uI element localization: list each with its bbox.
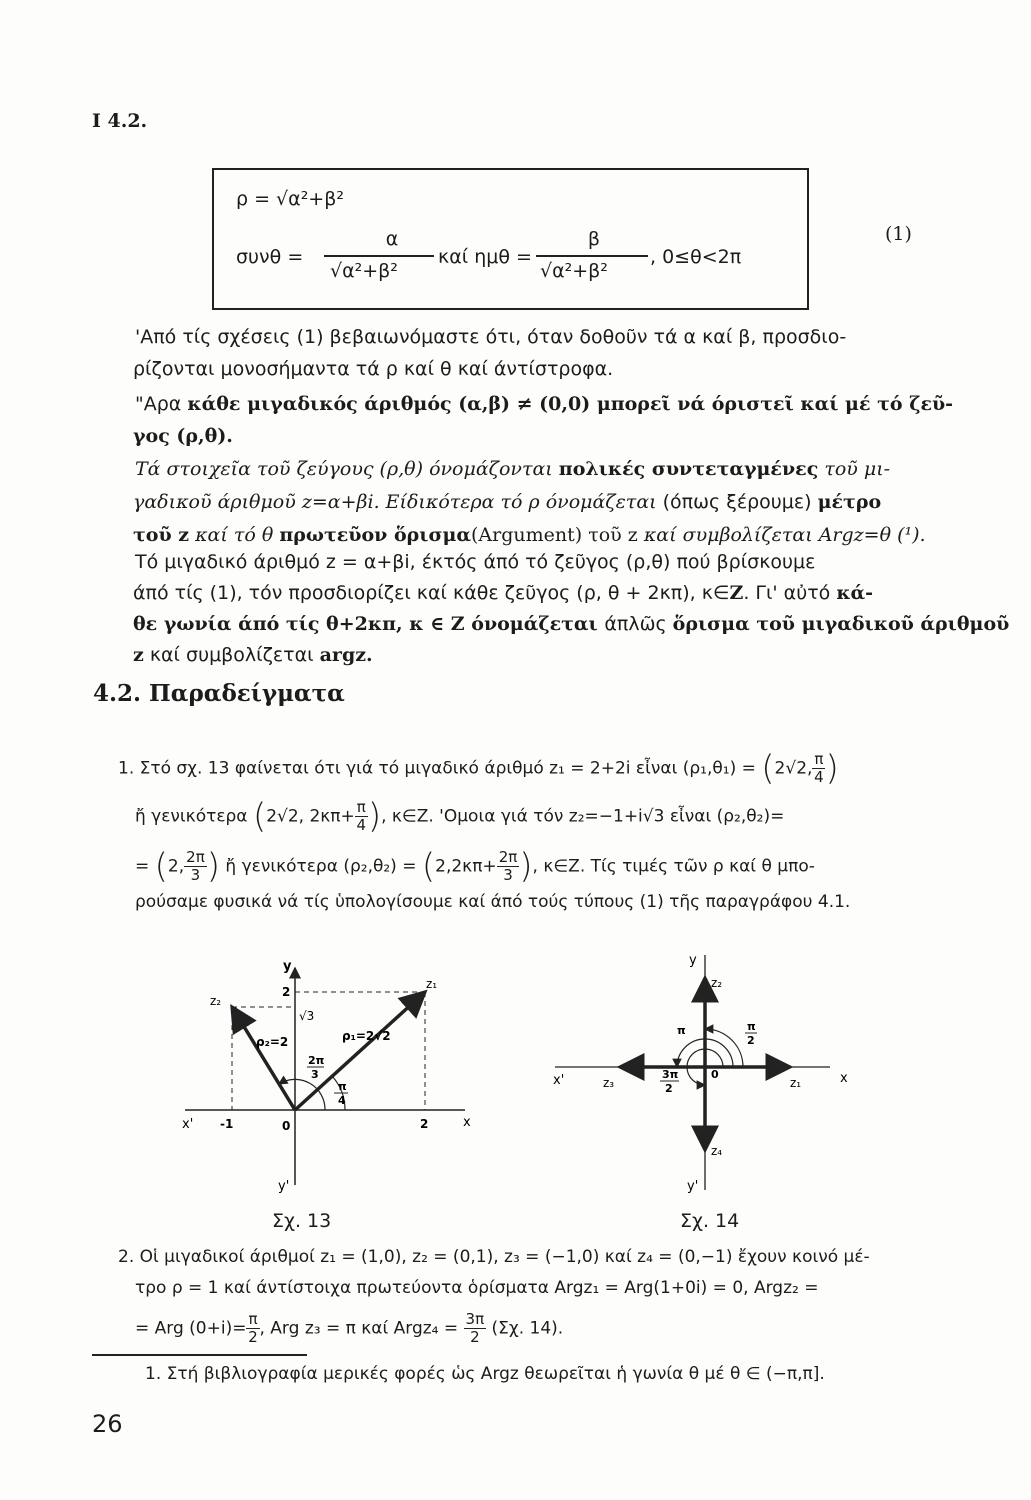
text-run: (όπως ξέρουμε) — [662, 491, 818, 513]
paren-close: ) — [825, 748, 839, 789]
text-run: , κ∈Z. 'Ομοια γιά τόν z₂=−1+i√3 εἶναι (ρ₂,θ₂)= — [381, 806, 785, 827]
formula-range: , 0≤θ<2π — [650, 246, 742, 268]
italic-text: Τά στοιχεῖα τοῦ ζεύγους (ρ,θ) όνομάζονται — [135, 458, 559, 480]
italic-text: γαδικοῦ άριθμοῦ z=α+βi. Είδικότερα τό ρ όνομάζεται — [133, 491, 663, 513]
tick-2-x: 2 — [420, 1117, 429, 1131]
paren-open: ( — [252, 796, 267, 837]
rho2-label: ρ₂=2 — [256, 1035, 289, 1049]
figure-14-caption: Σχ. 14 — [680, 1210, 740, 1232]
fraction-numerator: 2π — [498, 848, 518, 866]
figure-13-svg — [170, 950, 500, 1210]
text-line — [133, 576, 873, 610]
angle-pi2-num: π — [747, 1020, 756, 1033]
angle-pi2-den: 2 — [747, 1034, 755, 1047]
text-run: 1. Στό σχ. 13 φαίνεται ότι γιά τό μιγαδικό άριθμό z₁ = 2+2i εἶναι (ρ₁,θ₁) = — [118, 758, 756, 779]
bold-text: argz. — [319, 644, 373, 666]
vector-z2 — [232, 1007, 295, 1110]
angle-3pi2-num: 3π — [662, 1068, 679, 1081]
angle-3pi2-den: 2 — [665, 1082, 673, 1095]
origin-label: 0 — [282, 1119, 291, 1133]
rho1-label: ρ₁=2√2 — [342, 1029, 391, 1043]
example-1-line-1 — [118, 748, 839, 789]
text-run: ἤ γενικότερα — [135, 806, 248, 827]
fraction — [464, 1312, 487, 1345]
paren-open: ( — [154, 846, 168, 887]
equation-number: (1) — [885, 223, 912, 245]
fraction-denominator: 3 — [190, 866, 201, 884]
origin-label: 0 — [711, 1068, 719, 1081]
bold-text: πολικές συντεταγμένες — [558, 458, 819, 480]
x-neg-axis-label: x' — [553, 1073, 565, 1088]
y-axis-label: y — [283, 959, 292, 974]
footnote-rule — [92, 1354, 307, 1356]
bold-text: θε γωνία άπό τίς θ+2κπ, κ ∈ Z όνομάζεται — [133, 613, 605, 635]
text-run: 2√2, — [774, 758, 813, 779]
tick-sqrt3: √3 — [299, 1009, 315, 1023]
fraction — [184, 850, 207, 883]
x-axis-label: x — [463, 1115, 471, 1130]
tick-neg1: -1 — [220, 1117, 234, 1131]
example-2-line-2: τρο ρ = 1 καί άντίστοιχα πρωτεύοντα ὁρίσματα Argz₁ = Arg(1+0i) = 0, Argz₂ = — [135, 1278, 819, 1298]
fraction-numerator: 3π — [465, 1310, 485, 1328]
formula-connector: καί ημθ = — [438, 246, 532, 268]
text-run: ἤ γενικότερα (ρ₂,θ₂) = — [225, 856, 417, 877]
fraction-denominator: 2 — [248, 1328, 258, 1346]
bold-text: πρωτεῦον ὅρισμα — [279, 524, 472, 546]
example-1-line-2 — [135, 796, 785, 837]
text-line — [135, 452, 890, 486]
italic-text: καί συμβολίζεται Argz=θ (¹). — [637, 524, 926, 546]
x-axis-label: x — [840, 1071, 848, 1086]
paren-close: ) — [367, 796, 382, 837]
fraction-numerator: 2π — [186, 848, 205, 866]
angle-pi4-den: 4 — [338, 1094, 346, 1107]
bold-text: κάθε μιγαδικός άριθμός (α,β) ≠ (0,0) μπορεῖ νά όριστεῖ καί μέ τό ζεῦ- — [187, 393, 954, 415]
text-run: , κ∈Z. Τίς τιμές τῶν ρ καί θ μπο- — [532, 856, 815, 877]
figure-14-svg — [545, 950, 865, 1210]
angle-pi-label: π — [677, 1024, 686, 1037]
formula-cos-fraction-bar — [324, 255, 434, 257]
z2-label: z₂ — [210, 994, 222, 1008]
fraction-denominator: 4 — [814, 768, 824, 786]
tick-2-y: 2 — [282, 985, 291, 999]
angle-2pi3-num: 2π — [308, 1054, 325, 1067]
fraction-denominator: 4 — [356, 816, 367, 834]
bold-text: τοῦ z — [133, 524, 190, 546]
paren-open: ( — [421, 846, 436, 887]
fraction-numerator: π — [814, 750, 824, 768]
text-line — [133, 607, 1009, 641]
formula-cos-lhs: συνθ = — [236, 246, 304, 268]
formula-sin-numerator: β — [587, 228, 601, 250]
paren-close: ) — [206, 846, 220, 887]
fraction-denominator: 2 — [470, 1328, 480, 1346]
z3-label: z₃ — [603, 1076, 615, 1090]
text-run: άπλῶς — [604, 613, 673, 635]
formula-cos-numerator: α — [385, 228, 399, 250]
paren-open: ( — [761, 748, 775, 789]
text-line: Τό μιγαδικό άριθμό z = α+βi, έκτός άπό τό ζεῦγος (ρ,θ) πού βρίσκουμε — [135, 551, 816, 573]
text-run: . Γι' αὐτό — [743, 582, 837, 604]
text-run: 2,2κπ+ — [435, 856, 497, 877]
text-line: ρίζονται μονοσήμαντα τά ρ καί θ καί άντίστροφα. — [133, 358, 614, 380]
text-run: άπό τίς (1), τόν προσδιορίζει καί κάθε ζεῦγος (ρ, θ + 2κπ), κ∈ — [133, 582, 730, 604]
fraction-numerator: π — [356, 798, 366, 816]
angle-2pi3-den: 3 — [311, 1068, 319, 1081]
formula-cos-denominator: √α²+β² — [330, 260, 398, 282]
formula-rho: ρ = √α²+β² — [236, 188, 344, 210]
z2-label: z₂ — [711, 976, 723, 990]
figure-13 — [170, 950, 500, 1210]
formula-box — [212, 168, 809, 310]
bold-text: κά- — [836, 582, 874, 604]
section-reference: I 4.2. — [92, 110, 148, 132]
text-line — [133, 485, 881, 519]
text-run: (Σχ. 14). — [491, 1318, 564, 1339]
example-1-line-3 — [135, 846, 815, 887]
text-line: 'Από τίς σχέσεις (1) βεβαιωνόμαστε ότι, όταν δοθοῦν τά α καί β, προσδιο- — [135, 326, 847, 348]
y-axis-label: y — [689, 953, 697, 968]
fraction — [246, 1312, 259, 1345]
italic-text: καί τό θ — [189, 524, 280, 546]
y-neg-axis-label: y' — [278, 1179, 290, 1194]
text-run: (Argument) τοῦ z — [471, 524, 638, 546]
example-2-line-3 — [135, 1312, 563, 1345]
figure-13-caption: Σχ. 13 — [272, 1210, 332, 1232]
fraction — [497, 850, 520, 883]
figure-14 — [545, 950, 865, 1210]
footnote: 1. Στή βιβλιογραφία μερικές φορές ὡς Argz θεωρεῖται ἡ γωνία θ μέ θ ∈ (−π,π]. — [145, 1364, 825, 1384]
text-line — [133, 638, 373, 672]
bold-text: γος (ρ,θ). — [133, 425, 233, 447]
italic-text: τοῦ μι- — [818, 458, 891, 480]
z1-label: z₁ — [426, 977, 438, 991]
text-line — [135, 387, 953, 421]
angle-pi4-num: π — [338, 1080, 347, 1093]
formula-sin-denominator: √α²+β² — [540, 260, 608, 282]
paren-close: ) — [519, 846, 533, 887]
fraction-denominator: 3 — [503, 866, 513, 884]
y-neg-axis-label: y' — [687, 1179, 699, 1194]
fraction-numerator: π — [248, 1310, 258, 1328]
x-neg-axis-label: x' — [182, 1117, 194, 1132]
section-title: 4.2. Παραδείγματα — [93, 680, 345, 707]
example-1-line-4: ρούσαμε φυσικά νά τίς ὑπολογίσουμε καί άπό τούς τύπους (1) τῆς παραγράφου 4.1. — [135, 892, 851, 912]
vector-z1 — [295, 992, 425, 1110]
text-run: = — [135, 856, 150, 877]
formula-sin-fraction-bar — [536, 255, 648, 257]
fraction — [355, 800, 368, 833]
z4-label: z₄ — [711, 1144, 723, 1158]
z1-label: z₁ — [790, 1076, 802, 1090]
text-run: = Arg (0+i)= — [135, 1318, 247, 1339]
bold-text: μέτρο — [817, 491, 882, 513]
text-run: 2√2, 2κπ+ — [266, 806, 355, 827]
angle-arc-pi2 — [705, 1029, 743, 1067]
text-run: "Αρα — [135, 393, 188, 415]
bold-text: Z — [729, 582, 744, 604]
fraction — [812, 752, 825, 785]
page-number: 26 — [92, 1410, 123, 1438]
bold-text: z — [133, 644, 144, 666]
example-2-line-1: 2. Οἱ μιγαδικοί άριθμοί z₁ = (1,0), z₂ = (0,1), z₃ = (−1,0) καί z₄ = (0,−1) ἔχουν κοινό μέ- — [118, 1247, 870, 1267]
text-run: 2, — [167, 856, 185, 877]
bold-text: ὅρισμα τοῦ μιγαδικοῦ άριθμοῦ — [672, 613, 1010, 635]
text-run: , Arg z₃ = π καί Argz₄ = — [259, 1318, 459, 1339]
text-run: καί συμβολίζεται — [143, 644, 320, 666]
